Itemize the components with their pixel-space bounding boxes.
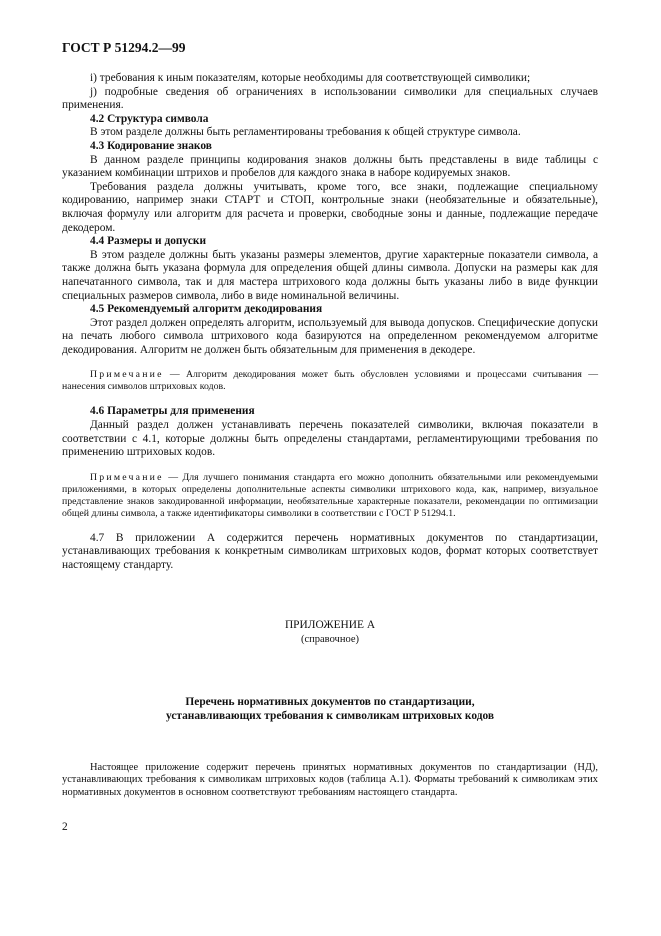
appendix-text: Настоящее приложение содержит перечень принятых нормативных документов по стандартизации (НД), устанавливающих требования к символикам штриховых кодов (таблица А.1). Форматы требований к символикам этих нормативных документов в основном соответствуют требованиям настоящего стандарта. xyxy=(62,762,598,798)
section-4-2-text: В этом разделе должны быть регламентированы требования к общей структуре символа. xyxy=(90,126,521,139)
appendix-list-title-line-1: Перечень нормативных документов по стандартизации, xyxy=(185,696,475,708)
appendix-title: ПРИЛОЖЕНИЕ А xyxy=(284,619,376,631)
appendix-heading xyxy=(62,619,598,646)
document-code: ГОСТ Р 51294.2—99 xyxy=(62,40,186,55)
main-text xyxy=(62,72,598,573)
appendix-list-title-line-2: устанавливающих требования к символикам штриховых кодов xyxy=(165,709,495,722)
section-4-6-text: Данный раздел должен устанавливать перечень показателей символики, включая показатели в соответствии с 4.1, которые должны быть определены стандартами, регламентирующими требования по применению штриховых кодов. xyxy=(62,419,598,459)
list-item-i: i) требования к иным показателям, которые необходимы для соответствующей символики; xyxy=(90,72,531,84)
note-2-label: Примечание xyxy=(90,471,164,483)
section-4-3-text-1: В данном разделе принципы кодирования знаков должны быть представлены в виде таблицы с указанием комбинации штрихов и пробелов для каждого знака в наборе кодируемых знаков. xyxy=(62,153,598,180)
section-4-7-text: 4.7 В приложении А содержится перечень нормативных документов по стандартизации, устанавливающих требования к конкретным символикам штриховых кодов, формат которых соответствует настоящему стандарту. xyxy=(62,531,598,572)
appendix-list-title xyxy=(62,696,598,723)
section-4-4-heading: 4.4 Размеры и допуски xyxy=(90,235,207,248)
section-4-3-heading: 4.3 Кодирование знаков xyxy=(90,139,212,152)
section-4-5-text: Этот раздел должен определять алгоритм, используемый для вывода допусков. Специфические допуски на печать любого символа штрихового кода базируются на определенном рекомендуемом алгоритме декодирования. Алгоритм не должен быть обязательным для применения в декодере. xyxy=(62,316,598,356)
section-4-2-heading: 4.2 Структура символа xyxy=(90,112,209,125)
note-2 xyxy=(62,472,598,520)
section-4-5-heading: 4.5 Рекомендуемый алгоритм декодирования xyxy=(90,303,323,316)
section-4-4-text: В этом разделе должны быть указаны размеры элементов, другие характерные показатели символа, а также должна быть указана формула для определения общей длины символа. Допуски на размеры как для напечатанного символа, так и для мастера штрихового кода должны быть указаны либо в виде функции специальных размеров символа, либо в виде номинальной величины. xyxy=(62,248,598,302)
note-1 xyxy=(62,369,598,393)
page-number: 2 xyxy=(62,821,68,833)
note-2-text: — Для лучшего понимания стандарта его можно дополнить обязательными или рекомендуемыми приложениями, в которых определены дополнительные аспекты символики штрихового кода, как, например, визуальное представление знаков закодированной информации, необязательные характерные показатели, рекомендации по оптимизации общей длины символа, а также идентификаторы символики в соответствии с ГОСТ Р 51294.1. xyxy=(62,471,598,519)
appendix-subtitle: (справочное) xyxy=(301,633,359,645)
note-1-text: — Алгоритм декодирования может быть обусловлен условиями и процессами считывания — нанесения символов штриховых кодов. xyxy=(62,369,598,393)
note-1-label: Примечание xyxy=(90,369,164,381)
list-item-j: j) подробные сведения об ограничениях в использовании символики для специальных случаев применения. xyxy=(62,85,598,112)
section-4-3-text-2: Требования раздела должны учитывать, кроме того, все знаки, подлежащие специальному кодированию, например знаки СТАРТ и СТОП, контрольные знаки (необязательные и обязательные), включая формулу или алгоритм для расчета и проверки, свободные зоны и данные, подлежащие передаче декодером. xyxy=(62,180,598,234)
section-4-6-heading: 4.6 Параметры для применения xyxy=(90,405,255,418)
